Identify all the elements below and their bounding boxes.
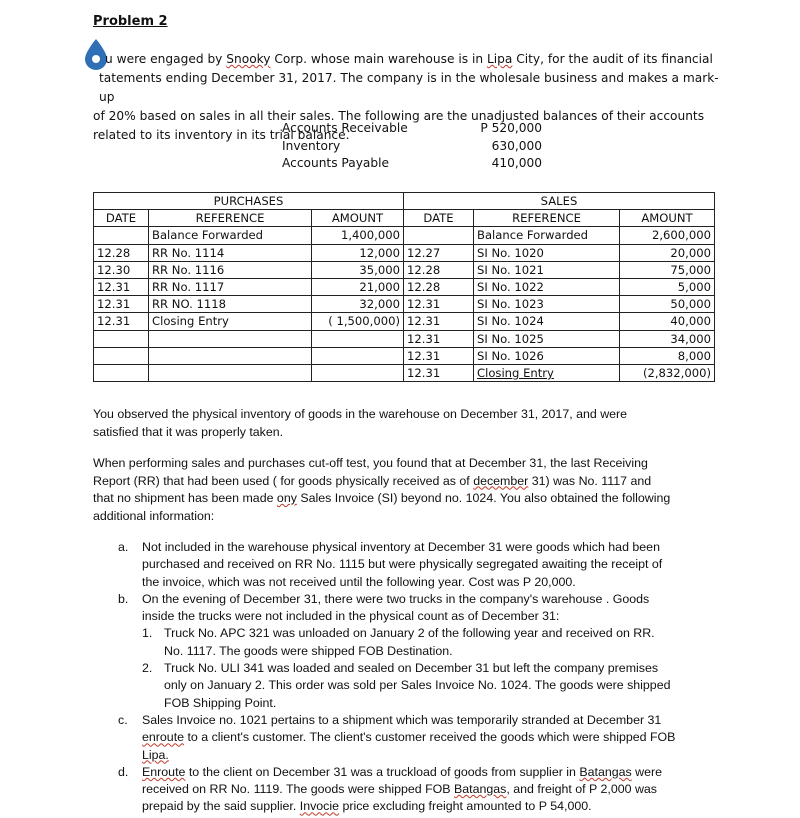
sale-date: 12.31 [404, 330, 474, 347]
intro-text: u were engaged by [105, 52, 227, 66]
item-text: to a client's customer. The client's customer received the goods which were shipped FOB [184, 730, 676, 745]
balance-row [282, 121, 542, 139]
sale-date: 12.31 [404, 313, 474, 330]
item-line: the invoice, which was not received until the following year. Cost was P 20,000. [142, 574, 576, 589]
ledger-group-header [94, 193, 715, 210]
spell-flag[interactable]: ony [276, 491, 297, 505]
item-line: Sales Invoice no. 1021 pertains to a shipment which was temporarily stranded at December 31 [142, 712, 662, 727]
sale-date [404, 227, 474, 244]
list-marker: a. [118, 540, 129, 554]
item-text: prepaid by the said supplier. [142, 799, 300, 814]
purchase-date [94, 347, 149, 364]
item-line: only on January 2. This order was sold per Sales Invoice No. 1024. The goods were shipped [164, 678, 671, 693]
sale-ref: SI No. 1021 [474, 261, 620, 278]
intro-text: tatements ending December 31, 2017. The company is in the wholesale business and makes a mark-up [99, 71, 719, 104]
list-marker: c. [118, 712, 128, 727]
sale-ref: SI No. 1024 [474, 313, 620, 330]
intro-text: of 20% based on sales in all their sales. The following are the unadjusted balances of their accounts [93, 109, 705, 123]
purchase-date [94, 330, 149, 347]
item-text: , and freight of P 2,000 was [506, 782, 657, 797]
item-line: Not included in the warehouse physical inventory at December 31 were goods which had been [142, 540, 660, 554]
table-row [94, 313, 715, 330]
sale-ref: SI No. 1026 [474, 347, 620, 364]
spell-flag[interactable]: Lipa [486, 52, 513, 66]
intro-text: City, for the audit of its financial [512, 52, 713, 66]
purchase-amount: ( 1,500,000) [312, 313, 404, 330]
list-item-c [118, 712, 718, 764]
purchase-ref: RR NO. 1118 [149, 296, 312, 313]
sale-amount: 8,000 [620, 347, 715, 364]
item-text: price excluding freight amounted to P 54,000. [339, 799, 592, 814]
purchase-ref: RR No. 1117 [149, 278, 312, 295]
purchase-amount: 21,000 [312, 278, 404, 295]
sale-ref: SI No. 1023 [474, 296, 620, 313]
col-amount: AMOUNT [620, 210, 715, 227]
item-line: Truck No. APC 321 was unloaded on January 2 of the following year and received on RR. [164, 626, 655, 641]
spell-flag[interactable]: Snooky [226, 52, 271, 66]
intro-text: related to its inventory in its trial balance. [93, 128, 350, 142]
paragraph-line: satisfied that it was properly taken. [93, 424, 284, 439]
col-amount: AMOUNT [312, 210, 404, 227]
sale-ref: Closing Entry [474, 364, 620, 381]
paragraph-text: that no shipment has been made [93, 491, 277, 505]
col-date: DATE [404, 210, 474, 227]
sale-amount: 20,000 [620, 244, 715, 261]
list-item-a [118, 539, 718, 591]
sale-ref: SI No. 1020 [474, 244, 620, 261]
balance-value: 410,000 [491, 156, 542, 170]
paragraph-line: When performing sales and purchases cut-off test, you found that at December 31, the last Receiving [93, 456, 648, 470]
list-marker: 1. [142, 626, 153, 641]
sale-amount: 2,600,000 [620, 227, 715, 244]
sale-date: 12.31 [404, 364, 474, 381]
balance-label: Accounts Payable [282, 156, 390, 170]
table-row [94, 364, 715, 381]
sale-date: 12.27 [404, 244, 474, 261]
table-row [94, 244, 715, 261]
table-row [94, 330, 715, 347]
col-reference: REFERENCE [474, 210, 620, 227]
purchases-header: PURCHASES [94, 193, 404, 210]
sale-ref: Balance Forwarded [474, 227, 620, 244]
sub-item-1 [142, 625, 718, 660]
item-line: Truck No. ULI 341 was loaded and sealed on December 31 but left the company premises [164, 661, 659, 676]
purchase-date [94, 364, 149, 381]
spell-flag[interactable]: Lipa. [142, 747, 169, 762]
item-line: FOB Shipping Point. [164, 695, 277, 710]
observation-paragraph [93, 406, 693, 441]
sale-date: 12.28 [404, 278, 474, 295]
item-text: to the client on December 31 was a truckload of goods from supplier in [185, 764, 580, 779]
paragraph-text: 31) was No. 1117 and [528, 473, 652, 488]
paragraph-text: Report (RR) that had been used ( for goods physically received as of [93, 473, 474, 488]
spell-flag[interactable]: Batangas [579, 764, 632, 779]
col-date: DATE [94, 210, 149, 227]
ledger-table [93, 192, 715, 382]
spell-flag[interactable]: Enroute [142, 764, 186, 779]
spell-flag[interactable]: enroute [142, 730, 185, 745]
purchase-amount: 32,000 [312, 296, 404, 313]
purchase-ref: RR No. 1116 [149, 261, 312, 278]
list-item-d [118, 764, 718, 816]
balance-label: Accounts Receivable [282, 121, 408, 135]
purchase-date: 12.31 [94, 278, 149, 295]
sale-ref: SI No. 1025 [474, 330, 620, 347]
item-line: No. 1117. The goods were shipped FOB Destination. [164, 643, 453, 658]
list-marker: 2. [142, 661, 153, 676]
spell-flag[interactable]: Invocie [299, 799, 340, 814]
ledger-column-header [94, 210, 715, 227]
paragraph-line: additional information: [93, 508, 215, 523]
sale-amount: 40,000 [620, 313, 715, 330]
sale-amount: (2,832,000) [620, 364, 715, 381]
col-reference: REFERENCE [149, 210, 312, 227]
intro-text: Corp. whose main warehouse is in [270, 52, 487, 66]
table-row [94, 347, 715, 364]
problem-title: Problem 2 [93, 14, 168, 29]
purchase-amount [312, 364, 404, 381]
paragraph-line: You observed the physical inventory of goods in the warehouse on December 31, 2017, and were [93, 407, 628, 421]
sale-amount: 5,000 [620, 278, 715, 295]
purchase-amount: 1,400,000 [312, 227, 404, 244]
spell-flag[interactable]: december [473, 473, 529, 488]
cutoff-paragraph [93, 455, 693, 525]
spell-flag[interactable]: Batangas [454, 782, 507, 797]
list-item-b [118, 591, 718, 712]
table-row [94, 227, 715, 244]
item-line: On the evening of December 31, there were two trucks in the company's warehouse . Goods [142, 591, 650, 606]
table-row [94, 296, 715, 313]
purchase-amount: 35,000 [312, 261, 404, 278]
item-text: received on RR No. 1119. The goods were shipped FOB [142, 782, 455, 797]
sub-item-2 [142, 660, 718, 712]
purchase-date: 12.28 [94, 244, 149, 261]
purchase-amount: 12,000 [312, 244, 404, 261]
item-line: purchased and received on RR No. 1115 but were physically segregated awaiting the receipt of [142, 557, 663, 572]
purchase-date: 12.30 [94, 261, 149, 278]
purchase-ref [149, 364, 312, 381]
balance-value: 630,000 [491, 138, 542, 153]
item-text: were [631, 764, 663, 779]
balance-label: Inventory [282, 138, 341, 153]
trial-balance-list [282, 121, 542, 174]
purchase-ref: Balance Forwarded [149, 227, 312, 244]
sale-date: 12.31 [404, 296, 474, 313]
list-marker: d. [118, 764, 129, 779]
purchase-ref [149, 330, 312, 347]
list-marker: b. [118, 591, 129, 606]
table-row [94, 261, 715, 278]
purchase-amount [312, 330, 404, 347]
purchase-amount [312, 347, 404, 364]
sale-date: 12.31 [404, 347, 474, 364]
sale-amount: 34,000 [620, 330, 715, 347]
purchase-ref [149, 347, 312, 364]
additional-info-list [118, 539, 718, 816]
purchase-ref: RR No. 1114 [149, 244, 312, 261]
purchase-ref: Closing Entry [149, 313, 312, 330]
balance-value: P 520,000 [480, 121, 542, 135]
sales-header: SALES [404, 193, 715, 210]
item-line: inside the trucks were not included in the physical count as of December 31: [142, 609, 560, 624]
sale-amount: 75,000 [620, 261, 715, 278]
sale-date: 12.28 [404, 261, 474, 278]
purchase-date: 12.31 [94, 296, 149, 313]
balance-row [282, 139, 542, 157]
table-row [94, 278, 715, 295]
balance-row [282, 156, 542, 174]
paragraph-text: Sales Invoice (SI) beyond no. 1024. You also obtained the following [296, 491, 671, 505]
purchase-date: 12.31 [94, 313, 149, 330]
sale-amount: 50,000 [620, 296, 715, 313]
sale-ref: SI No. 1022 [474, 278, 620, 295]
purchase-date [94, 227, 149, 244]
